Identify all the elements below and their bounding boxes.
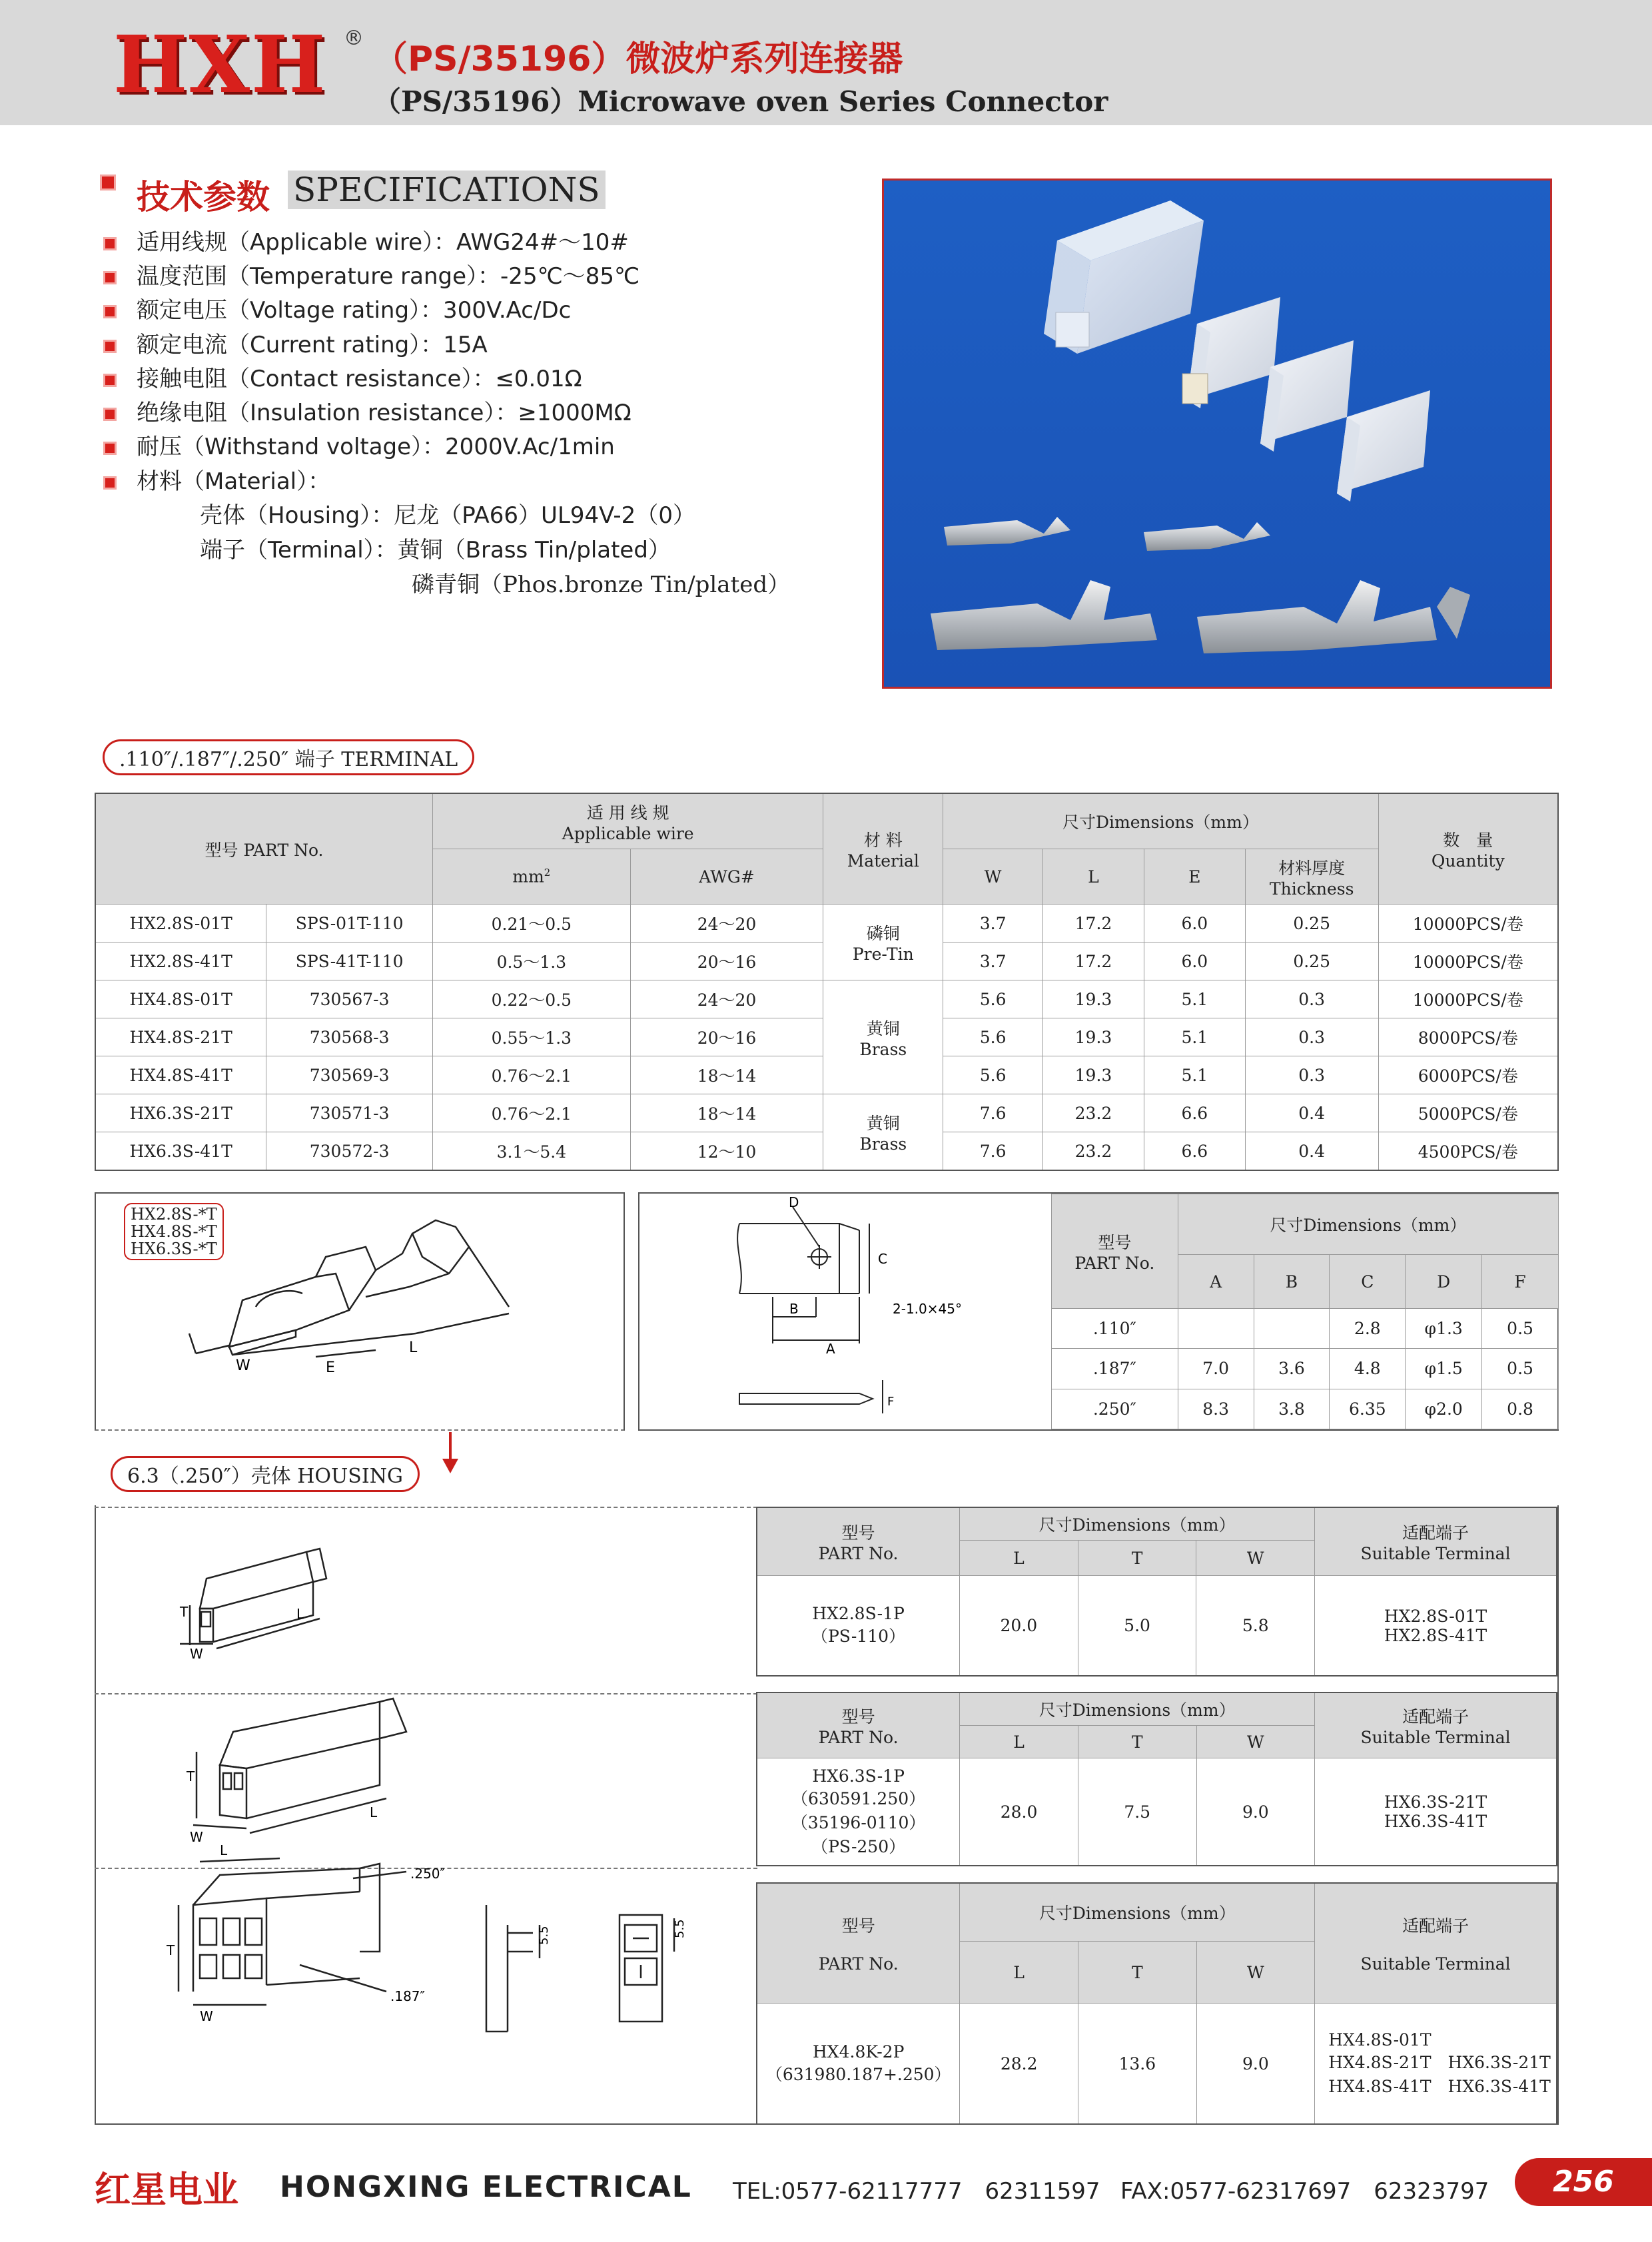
cell-w: 5.6: [943, 1018, 1043, 1056]
cell-w: 5.6: [943, 1056, 1043, 1094]
spec-line: [103, 428, 615, 461]
cell-w: 5.6: [943, 980, 1043, 1018]
terminal-tag: HX6.3S-*T: [131, 1240, 217, 1258]
col-t: T: [1078, 1541, 1196, 1576]
cell-f: 0.5: [1482, 1309, 1559, 1349]
cell-mm2: 0.55～1.3: [433, 1018, 631, 1056]
col-qty-cn: 数 量: [1443, 831, 1493, 850]
cell-awg: 20～16: [630, 942, 823, 980]
cell-quantity: 10000PCS/卷: [1378, 905, 1558, 942]
col-l: L: [960, 1541, 1078, 1576]
cell-size: .250″: [1052, 1389, 1178, 1429]
cell-f: 0.8: [1482, 1389, 1559, 1429]
drawing-label-187: .187″: [390, 1988, 426, 2004]
drawing-label-t: T: [180, 1604, 189, 1620]
bullet-icon: [103, 476, 117, 490]
col-suit-cn: 适配端子: [1402, 1707, 1469, 1726]
cell-l: 28.2: [960, 2004, 1078, 2125]
footer-tel: TEL:0577-62117777 62311597: [733, 2178, 1100, 2205]
cell-awg: 24～20: [630, 905, 823, 942]
suit-line: HX6.3S-41T: [1384, 1812, 1487, 1831]
table-row: [757, 2004, 1557, 2125]
housing-small-1: [1182, 297, 1280, 408]
table-row: [95, 1094, 1558, 1132]
col-suit-en: Suitable Terminal: [1360, 1954, 1511, 1974]
cell-w: 7.6: [943, 1132, 1043, 1171]
bullet-icon: [103, 237, 117, 250]
cell-thickness: 0.3: [1245, 1018, 1378, 1056]
page-number: 256: [1515, 2158, 1652, 2206]
cell-l: 19.3: [1043, 980, 1144, 1018]
housing-small-3: [1337, 390, 1430, 502]
drawing-label-250: .250″: [410, 1866, 446, 1882]
cell-a: 8.3: [1178, 1389, 1254, 1429]
registered-mark: ®: [344, 27, 364, 50]
cell-t: 13.6: [1078, 2004, 1197, 2125]
col-mm2-text: mm: [512, 867, 544, 887]
cell-thickness: 0.25: [1245, 905, 1378, 942]
cell-suitable: [1315, 1758, 1557, 1866]
col-dimensions: 尺寸Dimensions（mm）: [1178, 1194, 1558, 1255]
drawing-label-l: L: [296, 1606, 304, 1622]
cell-a: [1178, 1309, 1254, 1349]
col-part-no: [757, 1883, 960, 2004]
col-suit-en: Suitable Terminal: [1360, 1544, 1511, 1563]
cell-l: 19.3: [1043, 1018, 1144, 1056]
footer-company-cn: 红星电业: [95, 2169, 238, 2211]
cell-d: φ1.3: [1406, 1309, 1482, 1349]
terminal-large: [931, 580, 1470, 653]
cell-part: [757, 2004, 960, 2125]
cell-quantity: 5000PCS/卷: [1378, 1094, 1558, 1132]
col-suit-en: Suitable Terminal: [1360, 1728, 1511, 1747]
spec-text: 额定电流（Current rating）：15A: [137, 332, 488, 358]
col-mm2: $mm^2$: [433, 849, 631, 905]
housing-line-drawings: [100, 1525, 746, 2125]
col-w: W: [943, 849, 1043, 905]
table-row: [95, 980, 1558, 1018]
part-line: HX6.3S-1P: [812, 1766, 905, 1786]
col-qty-en: Quantity: [1431, 851, 1505, 871]
cell-mm2: 0.76～2.1: [433, 1094, 631, 1132]
col-part-en: PART No.: [818, 1954, 899, 1974]
tab-line-drawing: [639, 1194, 1052, 1429]
spec-text: 材料（Material）：: [137, 468, 331, 495]
cell-e: 5.1: [1144, 1018, 1245, 1056]
col-part-no: [757, 1692, 960, 1758]
col-quantity: [1378, 793, 1558, 905]
spec-line: [103, 360, 582, 393]
cell-part: HX4.8S-21T: [95, 1018, 266, 1056]
material-en: Pre-Tin: [852, 944, 914, 964]
cell-mm2: 0.22～0.5: [433, 980, 631, 1018]
part-line: （630591.250）: [791, 1788, 926, 1808]
brand-logo: HXH: [113, 18, 327, 111]
col-l: L: [1043, 849, 1144, 905]
spec-line: [103, 463, 330, 496]
suit-line: HX2.8S-41T: [1384, 1625, 1487, 1645]
cell-thickness: 0.4: [1245, 1094, 1378, 1132]
terminal-tag: HX4.8S-*T: [131, 1222, 217, 1241]
cell-alt: 730569-3: [266, 1056, 433, 1094]
col-suit-cn: 适配端子: [1402, 1523, 1469, 1543]
cell-l: 19.3: [1043, 1056, 1144, 1094]
cell-w: 9.0: [1196, 2004, 1315, 2125]
col-w: W: [1196, 1541, 1315, 1576]
table-row: [757, 1576, 1557, 1677]
spec-line: [103, 394, 631, 427]
cell-material: [823, 1094, 943, 1171]
col-suitable: [1315, 1507, 1557, 1576]
part-line: （35196-0110）: [791, 1812, 926, 1832]
product-photo: [882, 179, 1552, 689]
divider: [95, 1507, 757, 1508]
bullet-icon: [103, 374, 117, 387]
col-awg: AWG#: [630, 849, 823, 905]
col-d: D: [1406, 1255, 1482, 1309]
cell-part: HX2.8S-01T: [95, 905, 266, 942]
cell-quantity: 8000PCS/卷: [1378, 1018, 1558, 1056]
col-suitable: [1315, 1692, 1557, 1758]
table-row: [95, 905, 1558, 942]
col-part-no: 型号 PART No.: [95, 793, 433, 905]
table-header-row: [757, 1883, 1557, 1942]
cell-thickness: 0.4: [1245, 1132, 1378, 1171]
part-line: （PS-110）: [811, 1627, 906, 1646]
spec-terminal: 端子（Terminal）：黄铜（Brass Tin/plated）: [200, 537, 671, 563]
col-part-en: PART No.: [818, 1728, 899, 1747]
cell-suitable: [1315, 1576, 1557, 1677]
col-dimensions: 尺寸Dimensions（mm）: [960, 1692, 1315, 1726]
col-b: B: [1254, 1255, 1330, 1309]
suit-line: HX4.8S-01T: [1328, 2030, 1432, 2050]
suit-line: HX4.8S-21T HX6.3S-21T: [1328, 2052, 1551, 2072]
col-wire-cn: 适 用 线 规: [586, 803, 669, 823]
housing-table-2: [756, 1692, 1557, 1866]
cell-c: 6.35: [1330, 1389, 1406, 1429]
cell-mm2: 0.76～2.1: [433, 1056, 631, 1094]
spec-text: 绝缘电阻（Insulation resistance）：≥1000MΩ: [137, 400, 631, 426]
drawing-label-t: T: [187, 1768, 195, 1784]
cell-thickness: 0.3: [1245, 1056, 1378, 1094]
drawing-label-c: C: [878, 1251, 887, 1267]
cell-material: [823, 980, 943, 1094]
cell-l: 17.2: [1043, 942, 1144, 980]
cell-t: 5.0: [1078, 1576, 1196, 1677]
drawing-label-t: T: [167, 1942, 175, 1958]
cell-awg: 18～14: [630, 1056, 823, 1094]
cell-size: .187″: [1052, 1349, 1178, 1389]
spec-line: [103, 292, 571, 324]
spec-line: [103, 258, 639, 290]
spec-heading-cn: 技术参数: [137, 178, 270, 216]
footer-company-en: HONGXING ELECTRICAL: [280, 2170, 692, 2204]
drawing-label-b: B: [789, 1301, 799, 1317]
cell-mm2: 0.21～0.5: [433, 905, 631, 942]
suit-line: HX6.3S-21T: [1384, 1792, 1487, 1812]
bullet-icon: [103, 340, 117, 353]
cell-l: 23.2: [1043, 1094, 1144, 1132]
cell-part: HX4.8S-01T: [95, 980, 266, 1018]
cell-e: 6.6: [1144, 1132, 1245, 1171]
product-photo-illustration: [884, 181, 1550, 687]
cell-f: 0.5: [1482, 1349, 1559, 1389]
col-part-cn: 型号: [1098, 1233, 1132, 1252]
tab-dimension-table: [1051, 1194, 1559, 1429]
col-w: W: [1196, 1726, 1315, 1758]
bullet-icon: [103, 271, 117, 284]
suit-line: HX4.8S-41T HX6.3S-41T: [1328, 2076, 1551, 2096]
col-w: W: [1196, 1942, 1315, 2004]
cell-awg: 12～10: [630, 1132, 823, 1171]
cell-b: 3.8: [1254, 1389, 1330, 1429]
spec-text: 额定电压（Voltage rating）：300V.Ac/Dc: [137, 297, 572, 324]
cell-e: 6.0: [1144, 905, 1245, 942]
col-part-cn: 型号: [841, 1916, 875, 1936]
cell-w: 5.8: [1196, 1576, 1315, 1677]
drawing-label-55: 5.5: [537, 1926, 551, 1945]
cell-awg: 24～20: [630, 980, 823, 1018]
cell-alt: 730567-3: [266, 980, 433, 1018]
cell-l: 23.2: [1043, 1132, 1144, 1171]
cell-suitable: [1315, 2004, 1557, 2125]
col-t: T: [1078, 1726, 1196, 1758]
spec-heading-en: SPECIFICATIONS: [288, 171, 606, 209]
col-material-en: Material: [847, 851, 919, 871]
table-header-row: [757, 1507, 1557, 1541]
cell-t: 7.5: [1078, 1758, 1196, 1866]
col-l: L: [960, 1726, 1078, 1758]
spec-text: 适用线规（Applicable wire）：AWG24#～10#: [137, 229, 629, 256]
drawing-label-e: E: [326, 1359, 335, 1376]
cell-mm2: 0.5～1.3: [433, 942, 631, 980]
table-row: [1052, 1349, 1559, 1389]
cell-alt: 730572-3: [266, 1132, 433, 1171]
cell-b: [1254, 1309, 1330, 1349]
cell-thickness: 0.25: [1245, 942, 1378, 980]
material-en: Brass: [859, 1134, 907, 1154]
cell-c: 2.8: [1330, 1309, 1406, 1349]
col-thickness: [1245, 849, 1378, 905]
drawing-label-55: 5.5: [673, 1919, 687, 1938]
cell-d: φ2.0: [1406, 1389, 1482, 1429]
spec-line: [103, 224, 629, 256]
spec-text: 温度范围（Temperature range）：-25℃～85℃: [137, 263, 640, 290]
cell-part: HX4.8S-41T: [95, 1056, 266, 1094]
drawing-label-l: L: [220, 1842, 228, 1858]
col-dimensions: 尺寸Dimensions（mm）: [960, 1883, 1315, 1942]
col-material-cn: 材 料: [863, 831, 903, 850]
col-dimensions: 尺寸Dimensions（mm）: [943, 793, 1378, 849]
cell-quantity: 10000PCS/卷: [1378, 942, 1558, 980]
drawing-label-f: F: [887, 1395, 895, 1409]
spec-line: [103, 326, 488, 359]
bullet-icon: [103, 408, 117, 421]
cell-l: 17.2: [1043, 905, 1144, 942]
housing-table-3: [756, 1882, 1557, 2125]
col-dimensions: 尺寸Dimensions（mm）: [960, 1507, 1315, 1541]
page-title-cn: （PS/35196）微波炉系列连接器: [373, 39, 903, 79]
cell-c: 4.8: [1330, 1349, 1406, 1389]
drawing-label-a: A: [826, 1341, 835, 1357]
spec-text: 耐压（Withstand voltage）：2000V.Ac/1min: [137, 434, 615, 460]
tab-dimension-panel: [638, 1192, 1559, 1431]
drawing-label-w: W: [190, 1646, 203, 1662]
col-suitable: [1315, 1883, 1557, 2004]
terminal-drawing-panel: [95, 1192, 625, 1431]
part-line: （631980.187+.250）: [765, 2064, 951, 2084]
cell-alt: 730571-3: [266, 1094, 433, 1132]
cell-w: 7.6: [943, 1094, 1043, 1132]
footer-fax: FAX:0577-62317697 62323797: [1120, 2178, 1489, 2205]
terminal-tag: HX2.8S-*T: [131, 1205, 217, 1224]
col-material: [823, 793, 943, 905]
table-row: [1052, 1389, 1559, 1429]
cell-e: 6.0: [1144, 942, 1245, 980]
terminal-small: [944, 517, 1270, 551]
material-cn: 黄铜: [866, 1114, 900, 1133]
cell-material: [823, 905, 943, 980]
col-part-en: PART No.: [818, 1544, 899, 1563]
col-t: T: [1078, 1942, 1197, 2004]
cell-quantity: 4500PCS/卷: [1378, 1132, 1558, 1171]
cell-e: 6.6: [1144, 1094, 1245, 1132]
spec-text: 接触电阻（Contact resistance）：≤0.01Ω: [137, 366, 582, 392]
arrow-down-icon: [437, 1432, 464, 1475]
cell-quantity: 6000PCS/卷: [1378, 1056, 1558, 1094]
suit-line: HX2.8S-01T: [1384, 1606, 1487, 1626]
col-part-cn: 型号: [841, 1707, 875, 1726]
drawing-label-w: W: [236, 1357, 250, 1374]
cell-mm2: 3.1～5.4: [433, 1132, 631, 1171]
bullet-icon: [100, 175, 116, 190]
col-part-en: PART No.: [1074, 1254, 1155, 1273]
cell-e: 5.1: [1144, 980, 1245, 1018]
terminal-table: [95, 793, 1559, 1171]
col-a: A: [1178, 1255, 1254, 1309]
cell-part: HX6.3S-41T: [95, 1132, 266, 1171]
cell-part: [757, 1758, 960, 1866]
drawing-label-w: W: [190, 1829, 203, 1845]
col-wire-en: Applicable wire: [562, 823, 694, 843]
drawing-label-w: W: [200, 2008, 213, 2024]
col-f: F: [1482, 1255, 1559, 1309]
cell-alt: SPS-01T-110: [266, 905, 433, 942]
col-part-no: [1052, 1194, 1178, 1309]
cell-thickness: 0.3: [1245, 980, 1378, 1018]
cell-e: 5.1: [1144, 1056, 1245, 1094]
col-part-no: [757, 1507, 960, 1576]
material-cn: 磷铜: [866, 924, 900, 943]
drawing-label-l: L: [370, 1804, 378, 1820]
table-header-row: [95, 793, 1558, 849]
drawing-label-l: L: [409, 1339, 418, 1356]
cell-awg: 20～16: [630, 1018, 823, 1056]
cell-part: HX6.3S-21T: [95, 1094, 266, 1132]
cell-alt: 730568-3: [266, 1018, 433, 1056]
cell-w: 9.0: [1196, 1758, 1315, 1866]
cell-alt: SPS-41T-110: [266, 942, 433, 980]
cell-w: 3.7: [943, 942, 1043, 980]
spec-terminal-2: 磷青铜（Phos.bronze Tin/plated）: [412, 571, 791, 598]
drawing-label-d: D: [789, 1194, 799, 1210]
table-row: [757, 1758, 1557, 1866]
page-title-en: （PS/35196）Microwave oven Series Connector: [373, 85, 1108, 118]
col-l: L: [960, 1942, 1078, 2004]
material-cn: 黄铜: [866, 1018, 900, 1038]
col-e: E: [1144, 849, 1245, 905]
cell-l: 20.0: [960, 1576, 1078, 1677]
col-suit-cn: 适配端子: [1402, 1916, 1469, 1936]
drawing-label-chamfer: 2-1.0×45°: [893, 1301, 962, 1317]
material-en: Brass: [859, 1039, 907, 1059]
bullet-icon: [103, 442, 117, 455]
col-part-cn: 型号: [841, 1523, 875, 1543]
cell-size: .110″: [1052, 1309, 1178, 1349]
cell-l: 28.0: [960, 1758, 1078, 1866]
cell-w: 3.7: [943, 905, 1043, 942]
col-c: C: [1330, 1255, 1406, 1309]
table-row: [1052, 1309, 1559, 1349]
terminal-line-drawing: [96, 1194, 622, 1427]
col-thick-en: Thickness: [1269, 879, 1354, 899]
table-header-row: [1052, 1194, 1559, 1255]
part-line: （PS-250）: [811, 1836, 906, 1856]
part-line: HX4.8K-2P: [813, 2042, 905, 2061]
cell-quantity: 10000PCS/卷: [1378, 980, 1558, 1018]
part-line: HX2.8S-1P: [812, 1604, 905, 1623]
cell-awg: 18～14: [630, 1094, 823, 1132]
housing-section-label: 6.3（.250″）壳体 HOUSING: [111, 1456, 420, 1492]
cell-part: [757, 1576, 960, 1677]
cell-a: 7.0: [1178, 1349, 1254, 1389]
terminal-section-label: .110″/.187″/.250″ 端子 TERMINAL: [103, 739, 474, 775]
cell-d: φ1.5: [1406, 1349, 1482, 1389]
spec-housing: 壳体（Housing）：尼龙（PA66）UL94V-2（0）: [200, 502, 695, 529]
col-wire: [433, 793, 823, 849]
col-thick-cn: 材料厚度: [1278, 858, 1346, 878]
table-header-row: [757, 1692, 1557, 1726]
housing-large: [1044, 200, 1204, 354]
housing-table-1: [756, 1507, 1557, 1677]
cell-part: HX2.8S-41T: [95, 942, 266, 980]
bullet-icon: [103, 305, 117, 318]
cell-b: 3.6: [1254, 1349, 1330, 1389]
